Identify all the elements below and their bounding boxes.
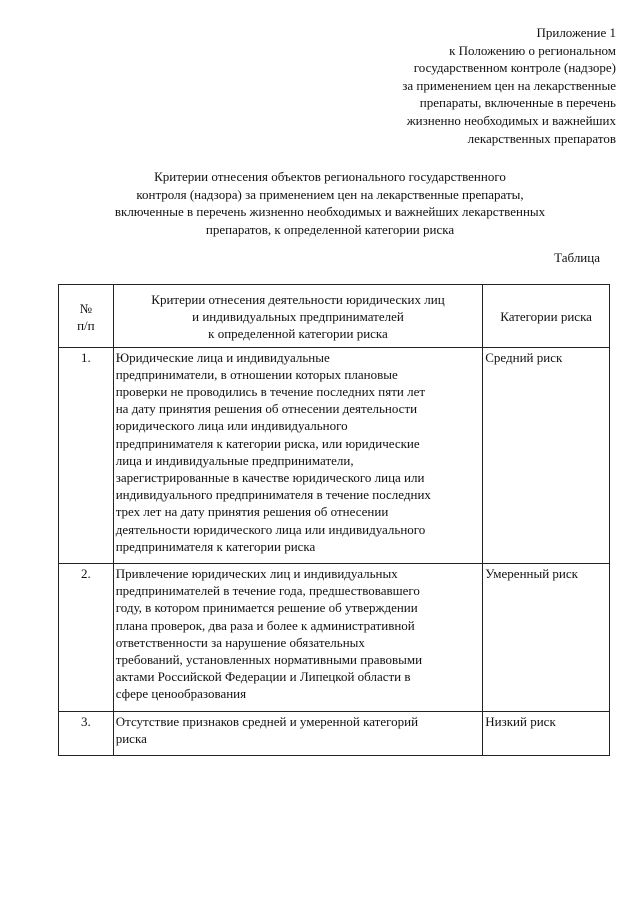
criteria-line: трех лет на дату принятия решения об отнесении <box>115 504 389 520</box>
appendix-header <box>346 24 616 147</box>
criteria-line: проверки не проводились в течение последних пяти лет <box>115 384 426 400</box>
appendix-line: лекарственных препаратов <box>467 130 616 146</box>
header-criteria-line: Критерии отнесения деятельности юридических лиц <box>151 292 445 307</box>
criteria-line: предпринимателя к категории риска <box>115 538 316 554</box>
document-title <box>60 168 600 238</box>
criteria-line: Привлечение юридических лиц и индивидуальных <box>115 566 398 582</box>
appendix-line: к Положению о региональном <box>449 42 616 58</box>
appendix-line: Приложение 1 <box>536 25 616 40</box>
appendix-line: государственном контроле (надзоре) <box>413 60 616 76</box>
appendix-line: жизненно необходимых и важнейших <box>406 112 616 128</box>
criteria-line: сфере ценообразования <box>115 686 247 702</box>
criteria-line: на дату принятия решения об отнесении деятельности <box>115 401 418 417</box>
row-number: 1. <box>59 347 114 563</box>
row-category: Низкий риск <box>483 711 610 755</box>
title-line: включенные в перечень жизненно необходимых и важнейших лекарственных <box>114 204 546 219</box>
table-label: Таблица <box>554 250 600 265</box>
criteria-line: зарегистрированные в качестве юридического лица или <box>115 470 425 486</box>
criteria-line: Юридические лица и индивидуальные <box>115 349 330 365</box>
row-category: Умеренный риск <box>483 564 610 712</box>
table-row <box>59 347 610 563</box>
title-line: контроля (надзора) за применением цен на лекарственные препараты, <box>136 186 524 202</box>
criteria-line: индивидуального предпринимателя в течение последних <box>115 487 431 503</box>
appendix-line: за применением цен на лекарственные <box>402 77 616 93</box>
criteria-line: предпринимателя к категории риска, или юридические <box>115 435 420 451</box>
table-row <box>59 711 610 755</box>
header-num-line: № <box>79 300 93 316</box>
header-num-line: п/п <box>77 317 95 333</box>
criteria-line: юридического лица или индивидуального <box>115 418 348 434</box>
row-criteria <box>113 711 483 755</box>
criteria-table <box>58 284 610 756</box>
criteria-line: предприниматели, в отношении которых плановые <box>115 366 398 382</box>
header-category: Категории риска <box>483 285 610 348</box>
criteria-line: предпринимателей в течение года, предшествовавшего <box>115 583 420 599</box>
header-criteria <box>113 285 483 348</box>
header-criteria-line: и индивидуальных предпринимателей <box>192 309 404 325</box>
criteria-line: актами Российской Федерации и Липецкой области в <box>115 669 411 685</box>
header-criteria-line: к определенной категории риска <box>208 326 388 342</box>
criteria-line: риска <box>115 730 147 746</box>
row-criteria <box>113 347 483 563</box>
title-line: препаратов, к определенной категории риска <box>205 221 455 237</box>
row-category: Средний риск <box>483 347 610 563</box>
criteria-line: плана проверок, два раза и более к административной <box>115 617 415 633</box>
criteria-line: деятельности юридического лица или индивидуального <box>115 521 426 537</box>
criteria-line: ответственности за нарушение обязательных <box>115 634 365 650</box>
criteria-line: лица и индивидуальные предприниматели, <box>115 452 354 468</box>
criteria-line: Отсутствие признаков средней и умеренной категорий <box>115 713 419 729</box>
row-criteria <box>113 564 483 712</box>
table-header-row <box>59 285 610 348</box>
header-num <box>59 285 114 348</box>
criteria-line: году, в котором принимается решение об утверждении <box>115 600 418 616</box>
table-row <box>59 564 610 712</box>
title-line: Критерии отнесения объектов регионального государственного <box>154 169 506 184</box>
appendix-line: препараты, включенные в перечень <box>419 95 616 111</box>
row-number: 3. <box>59 711 114 755</box>
criteria-line: требований, установленных нормативными правовыми <box>115 652 423 668</box>
row-number: 2. <box>59 564 114 712</box>
